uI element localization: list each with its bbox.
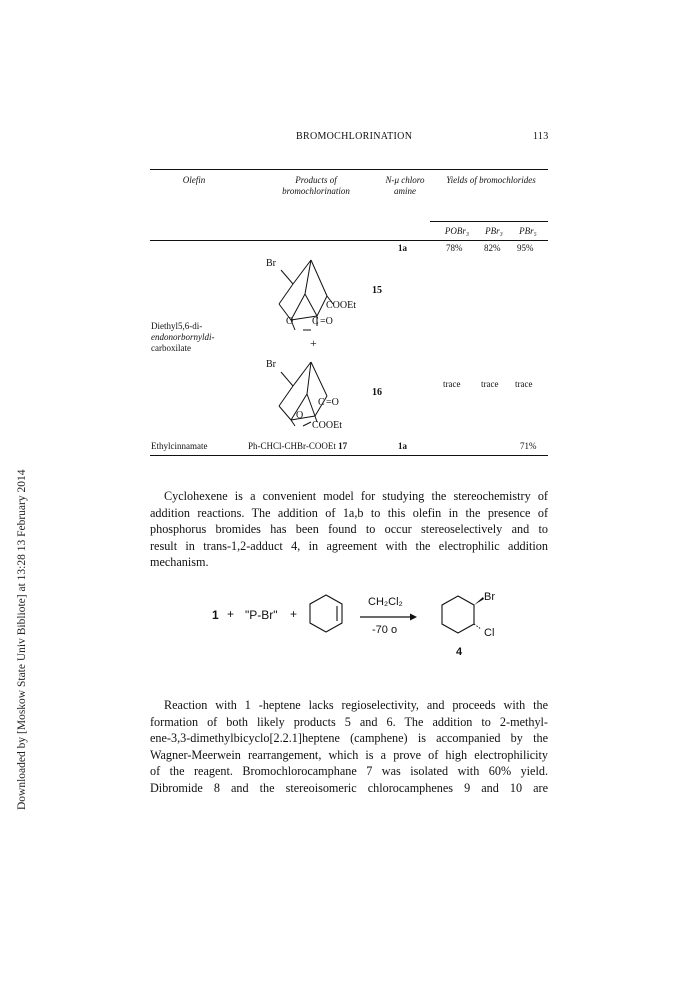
header-amine: N-μ chloro amine: [385, 175, 425, 196]
row2-amine: 1a: [398, 441, 407, 451]
paragraph-stereochemistry: [150, 488, 548, 571]
compound-16-label: 16: [372, 387, 382, 398]
structure-16-ester: COOEt: [312, 420, 342, 431]
row1-amine: 1a: [398, 243, 407, 253]
reaction-arrow-icon: [360, 612, 418, 622]
p1-line-2: addition reactions. The addition of 1a,b to this olefin in the presence of: [150, 505, 548, 520]
subheader-pbr3: PBr₃: [485, 226, 503, 236]
scheme-reagent-1: 1: [212, 608, 219, 622]
paragraph-heptene: [150, 697, 548, 797]
yields-subrule: [430, 221, 548, 222]
row2-olefin: Ethylcinnamate: [151, 441, 208, 451]
structure-15-carbonyl-o: =O: [320, 316, 333, 327]
row2-product: [248, 441, 347, 451]
structure-16-br: Br: [266, 359, 276, 370]
row1-yield-pbr5: 95%: [517, 243, 534, 253]
row2-product-number: 17: [338, 441, 348, 451]
row1-yield-pbr3: 82%: [484, 243, 501, 253]
p2-line-4: Wagner-Meerwein rearrangement, which is a prove of high electrophilicity: [150, 747, 548, 762]
olefin-line-1: Diethyl5,6-di-: [151, 321, 203, 331]
structure-15-br: Br: [266, 258, 276, 269]
structure-15-carbonyl-c: C: [312, 316, 319, 327]
compound-15-label: 15: [372, 285, 382, 296]
cyclohexene-structure: [306, 592, 346, 636]
product-cl-label: Cl: [484, 627, 495, 639]
products-plus: +: [310, 336, 317, 350]
scheme-reagent-2: "P-Br": [245, 608, 278, 622]
p1-line-5: mechanism.: [150, 555, 209, 570]
scheme-plus-1: +: [227, 607, 235, 621]
product-br-label: Br: [484, 591, 495, 603]
product-number-label: 4: [456, 646, 463, 658]
scheme-solvent: CH₂Cl₂: [368, 596, 403, 608]
olefin-line-2: endonorbornyldi-: [151, 332, 215, 342]
scheme-temperature: -70 o: [372, 624, 398, 636]
p2-line-6: Dibromide 8 and the stereoisomeric chlorocamphenes 9 and 10 are: [150, 780, 548, 795]
olefin-line-3: carboxilate: [151, 343, 191, 353]
table-bottom-rule: [150, 455, 548, 456]
p2-line-5: of the reagent. Bromochlorocamphane 7 was isolated with 60% yield.: [150, 764, 548, 779]
structure-15-ring-o: O: [286, 316, 294, 327]
p1-line-3: phosphorus bromides has been found to occur stereoselectively and to: [150, 522, 548, 537]
subheader-pbr5: PBr₅: [519, 226, 537, 236]
structure-16-carbonyl-c: C: [318, 397, 325, 408]
header-products: Products of bromochlorination: [282, 175, 350, 196]
row1b-yield-pbr5: trace: [515, 379, 533, 389]
p2-line-1: Reaction with 1 -heptene lacks regioselectivity, and proceeds with the: [164, 698, 548, 712]
row2-product-formula: Ph-CHCl-CHBr-COOEt: [248, 441, 336, 451]
p2-line-2: formation of both likely products 5 and 6. The addition to 2-methyl-: [150, 714, 548, 729]
download-notice: Downloaded by [Moskow State Univ Bibliote] at 13:28 13 February 2014: [16, 469, 28, 810]
header-olefin: Olefin: [182, 175, 206, 185]
row2-yield: 71%: [520, 441, 537, 451]
p2-line-3: ene-3,3-dimethylbicyclo[2.2.1]heptene (camphene) is accompanied by the: [150, 731, 548, 746]
table-top-rule: [150, 169, 548, 170]
p1-line-4: result in trans-1,2-adduct 4, in agreement with the electrophilic addition: [150, 538, 548, 553]
row1-olefin-name: [151, 321, 215, 354]
download-watermark: [0, 0, 28, 1008]
scheme-plus-2: +: [290, 607, 298, 621]
structure-15-ester: COOEt: [326, 300, 356, 311]
row1b-yield-pbr3: trace: [481, 379, 499, 389]
row1b-yield-pobr3: trace: [443, 379, 461, 389]
p1-line-1: Cyclohexene is a convenient model for studying the stereochemistry of: [164, 489, 548, 503]
page-number: 113: [533, 131, 549, 142]
subheader-pobr3: POBr₃: [444, 226, 470, 236]
header-yields: Yields of bromochlorides: [446, 175, 536, 185]
structure-16-carbonyl-o: =O: [326, 397, 339, 408]
header-bottom-rule: [150, 240, 548, 241]
row1-yield-pobr3: 78%: [446, 243, 463, 253]
running-header-title: BROMOCHLORINATION: [296, 131, 413, 142]
structure-16-ring-o: O: [296, 410, 304, 421]
